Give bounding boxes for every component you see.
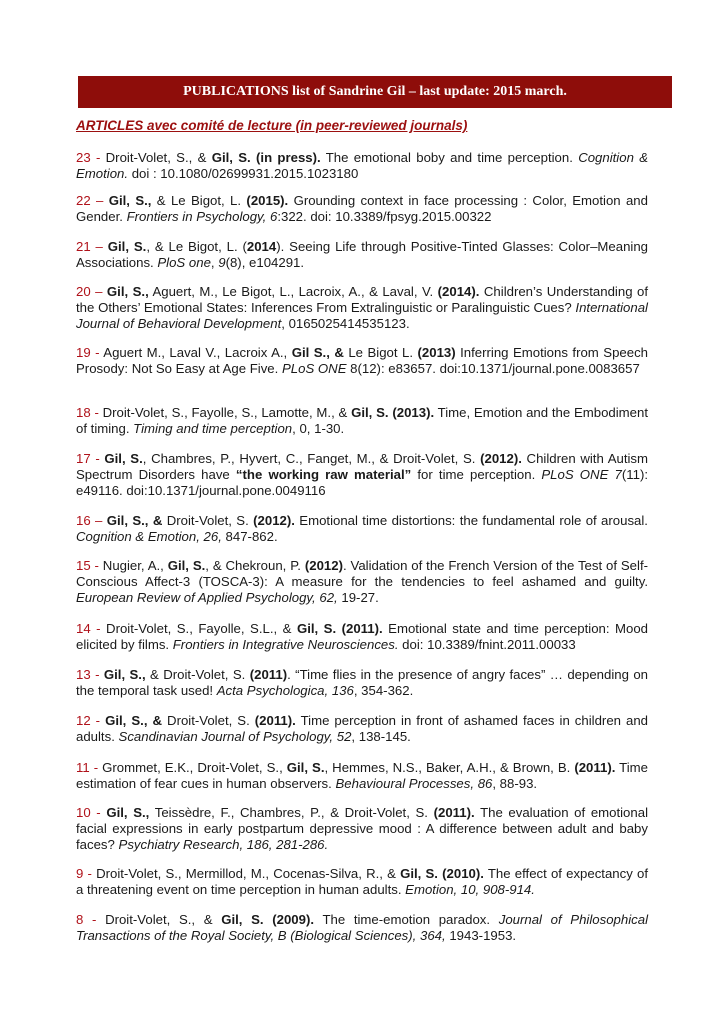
publication-entry-13: 13 - Gil, S., & Droit-Volet, S. (2011). “Time flies in the presence of angry faces” … depending on the temporal task used! Acta Psychologica, 136, 354-362.	[76, 667, 649, 698]
publication-entry-19: 19 - Aguert M., Laval V., Lacroix A., Gil S., & Le Bigot L. (2013) Inferring Emotions from Speech Prosody: Not So Easy at Age Five. PLoS ONE 8(12): e83657. doi:10.1371/journal.pone.0083657	[76, 345, 649, 376]
entry-number: 23 -	[76, 150, 106, 165]
page-title-banner	[78, 76, 672, 108]
entry-number: 15 -	[76, 558, 103, 573]
entry-number: 11 -	[76, 760, 103, 775]
publication-entry-20: 20 – Gil, S., Aguert, M., Le Bigot, L., Lacroix, A., & Laval, V. (2014). Children’s Understanding of the Others’ Emotional States: Inferences From Extralinguistic or Paralinguistic Cues? International Journal of Behavioral Development, 0165025414535123.	[76, 284, 648, 331]
entry-number: 22 –	[76, 193, 109, 208]
publication-entry-10: 10 - Gil, S., Teissèdre, F., Chambres, P., & Droit-Volet, S. (2011). The evaluation of emotional facial expressions in early postpartum depressive mood : A difference between adult and baby faces? Psychiatry Research, 186, 281-286.	[76, 805, 648, 852]
entry-number: 10 -	[76, 805, 107, 820]
entry-number: 14 -	[76, 621, 107, 636]
entry-number: 16 –	[76, 513, 107, 528]
entry-number: 8 -	[76, 912, 106, 927]
publication-entry-14: 14 - Droit-Volet, S., Fayolle, S.L., & Gil, S. (2011). Emotional state and time perception: Mood elicited by films. Frontiers in Integrative Neurosciences. doi: 10.3389/fnint.2011.00033	[76, 621, 649, 652]
publication-entry-18: 18 - Droit-Volet, S., Fayolle, S., Lamotte, M., & Gil, S. (2013). Time, Emotion and the Embodiment of timing. Timing and time perception, 0, 1-30.	[76, 405, 648, 436]
publication-entry-16: 16 – Gil, S., & Droit-Volet, S. (2012). Emotional time distortions: the fundamental role of arousal. Cognition & Emotion, 26, 847-862.	[76, 513, 648, 544]
entry-number: 17 -	[76, 451, 105, 466]
entry-number: 12 -	[76, 713, 106, 728]
entry-number: 13 -	[76, 667, 104, 682]
publication-entry-15: 15 - Nugier, A., Gil, S., & Chekroun, P. (2012). Validation of the French Version of the Test of Self-Conscious Affect-3 (TOSCA-3): A measure for the tendencies to feel ashamed and guilty. European Review of Applied Psychology, 62, 19-27.	[76, 558, 649, 605]
entry-number: 20 –	[76, 284, 107, 299]
entry-number: 21 –	[76, 239, 108, 254]
publication-entry-23: 23 - Droit-Volet, S., & Gil, S. (in press). The emotional boby and time perception. Cognition & Emotion. doi : 10.1080/02699931.2015.1023180	[76, 150, 648, 181]
publication-entry-12: 12 - Gil, S., & Droit-Volet, S. (2011). Time perception in front of ashamed faces in children and adults. Scandinavian Journal of Psychology, 52, 138-145.	[76, 713, 648, 744]
publication-entry-8: 8 - Droit-Volet, S., & Gil, S. (2009). The time-emotion paradox. Journal of Philosophical Transactions of the Royal Society, B (Biological Sciences), 364, 1943-1953.	[76, 912, 649, 943]
section-heading: ARTICLES avec comité de lecture (in peer-reviewed journals)	[76, 118, 468, 133]
entry-number: 19 -	[76, 345, 104, 360]
publication-entry-22: 22 – Gil, S., & Le Bigot, L. (2015). Grounding context in face processing : Color, Emotion and Gender. Frontiers in Psychology, 6:322. doi: 10.3389/fpsyg.2015.00322	[76, 193, 648, 224]
publication-entry-9: 9 - Droit-Volet, S., Mermillod, M., Cocenas-Silva, R., & Gil, S. (2010). The effect of expectancy of a threatening event on time perception in human adults. Emotion, 10, 908-914.	[76, 866, 648, 897]
entry-number: 18 -	[76, 405, 103, 420]
publication-entry-11: 11 - Grommet, E.K., Droit-Volet, S., Gil, S., Hemmes, N.S., Baker, A.H., & Brown, B. (2011). Time estimation of fear cues in human observers. Behavioural Processes, 86, 88-93.	[76, 760, 648, 791]
publication-entry-21: 21 – Gil, S., & Le Bigot, L. (2014). Seeing Life through Positive-Tinted Glasses: Color–Meaning Associations. PloS one, 9(8), e104291.	[76, 239, 648, 270]
publication-entry-17: 17 - Gil, S., Chambres, P., Hyvert, C., Fanget, M., & Droit-Volet, S. (2012). Children with Autism Spectrum Disorders have “the working raw material” for time perception. PLoS ONE 7(11): e49116. doi:10.1371/journal.pone.0049116	[76, 451, 649, 498]
page-title: PUBLICATIONS list of Sandrine Gil – last update: 2015 march.	[183, 84, 567, 99]
entry-number: 9 -	[76, 866, 97, 881]
